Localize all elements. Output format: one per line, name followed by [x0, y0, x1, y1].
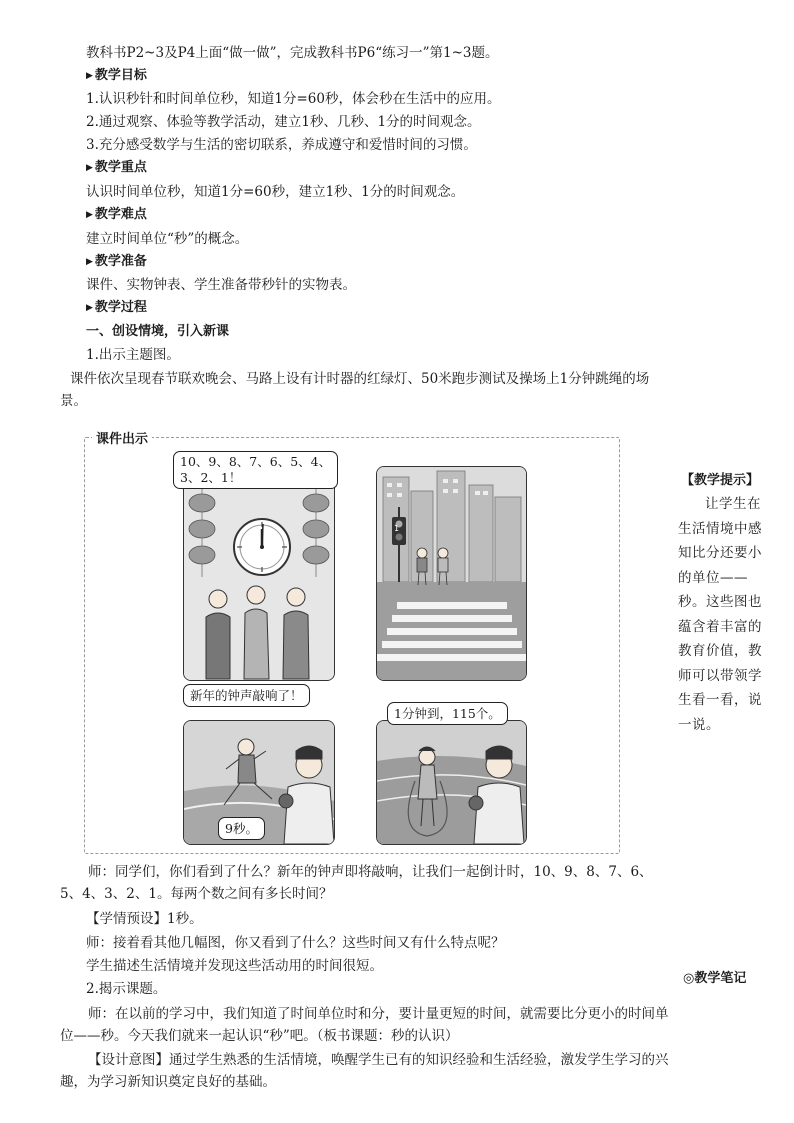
jump-count-bubble: 1分钟到，115个。 [387, 702, 508, 725]
goal-heading: ▶ 教学目标 [86, 68, 147, 83]
goal-item-1: 1.认识秒针和时间单位秒，知道1分=60秒，体会秒在生活中的应用。 [86, 91, 501, 107]
teaching-tip-body: 让学生在生活情境中感知比分还要小的单位——秒。这些图也蕴含着丰富的教育价值，教师可以带领学生看一看，说一说。 [678, 496, 762, 733]
key-text: 认识时间单位秒，知道1分=60秒，建立1秒、1分的时间观念。 [86, 184, 465, 200]
countdown-bubble: 10、9、8、7、6、5、4、 3、2、1！ [173, 451, 338, 489]
prep-heading: ▶ 教学准备 [86, 254, 147, 269]
step2: 2.揭示课题。 [86, 981, 167, 997]
teaching-tip-title: 【教学提示】 [681, 473, 760, 488]
clock-icon [234, 519, 290, 575]
triangle-icon: ▶ [86, 303, 93, 313]
teacher-question-2: 师：接着看其他几幅图，你又看到了什么？这些时间又有什么特点呢？ [86, 935, 505, 951]
step1-description: 课件依次呈现春节联欢晚会、马路上设有计时器的红绿灯、50米跑步测试及操场上1分钟跳绳的场景。 [60, 371, 650, 409]
step1: 1.出示主题图。 [86, 347, 180, 363]
courseware-title: 课件出示 [92, 428, 152, 447]
panel-crosswalk [376, 466, 527, 681]
prep-text: 课件、实物钟表、学生准备带秒针的实物表。 [86, 277, 356, 293]
teaching-notes-title: ◎教学笔记 [683, 971, 747, 986]
jump-rope-illustration [377, 721, 526, 844]
textbook-reference: 教科书P2~3及P4上面“做一做”，完成教科书P6“练习一”第1~3题。 [86, 45, 499, 61]
teacher-question-1: 师：同学们，你们看到了什么？新年的钟声即将敲响，让我们一起倒计时，10、9、8、7、6、5、4、3、2、1。每两个数之间有多长时间？ [60, 864, 653, 902]
key-heading: ▶ 教学重点 [86, 160, 147, 175]
triangle-icon: ▶ [86, 163, 93, 173]
panel-jump-rope [376, 720, 527, 845]
triangle-icon: ▶ [86, 257, 93, 267]
nine-seconds-bubble: 9秒。 [218, 817, 265, 840]
student-expectation: 【学情预设】1秒。 [86, 911, 203, 927]
triangle-icon: ▶ [86, 210, 93, 220]
goal-item-2: 2.通过观察、体验等教学活动，建立1秒、几秒、1分的时间观念。 [86, 114, 481, 130]
difficulty-text: 建立时间单位“秒”的概念。 [86, 231, 249, 247]
courseware-box [84, 437, 620, 854]
part1-heading: 一、创设情境，引入新课 [86, 324, 230, 339]
triangle-icon: ▶ [86, 71, 93, 81]
student-observation: 学生描述生活情境并发现这些活动用的时间很短。 [86, 958, 383, 974]
goal-item-3: 3.充分感受数学与生活的密切联系，养成遵守和爱惜时间的习惯。 [86, 137, 477, 153]
traffic-light-number: 1 [394, 524, 400, 533]
process-heading: ▶ 教学过程 [86, 300, 147, 315]
design-intent: 【设计意图】通过学生熟悉的生活情境，唤醒学生已有的知识经验和生活经验，激发学生学习的兴趣，为学习新知识奠定良好的基础。 [60, 1052, 669, 1090]
new-year-illustration [184, 467, 334, 680]
new-year-bubble: 新年的钟声敲响了！ [183, 684, 310, 707]
crosswalk-illustration [377, 467, 526, 680]
panel-new-year [183, 466, 335, 681]
teacher-explanation: 师：在以前的学习中，我们知道了时间单位时和分，要计量更短的时间，就需要比分更小的时间单位——秒。今天我们就来一起认识“秒”吧。（板书课题：秒的认识） [60, 1006, 669, 1044]
difficulty-heading: ▶ 教学难点 [86, 207, 147, 222]
